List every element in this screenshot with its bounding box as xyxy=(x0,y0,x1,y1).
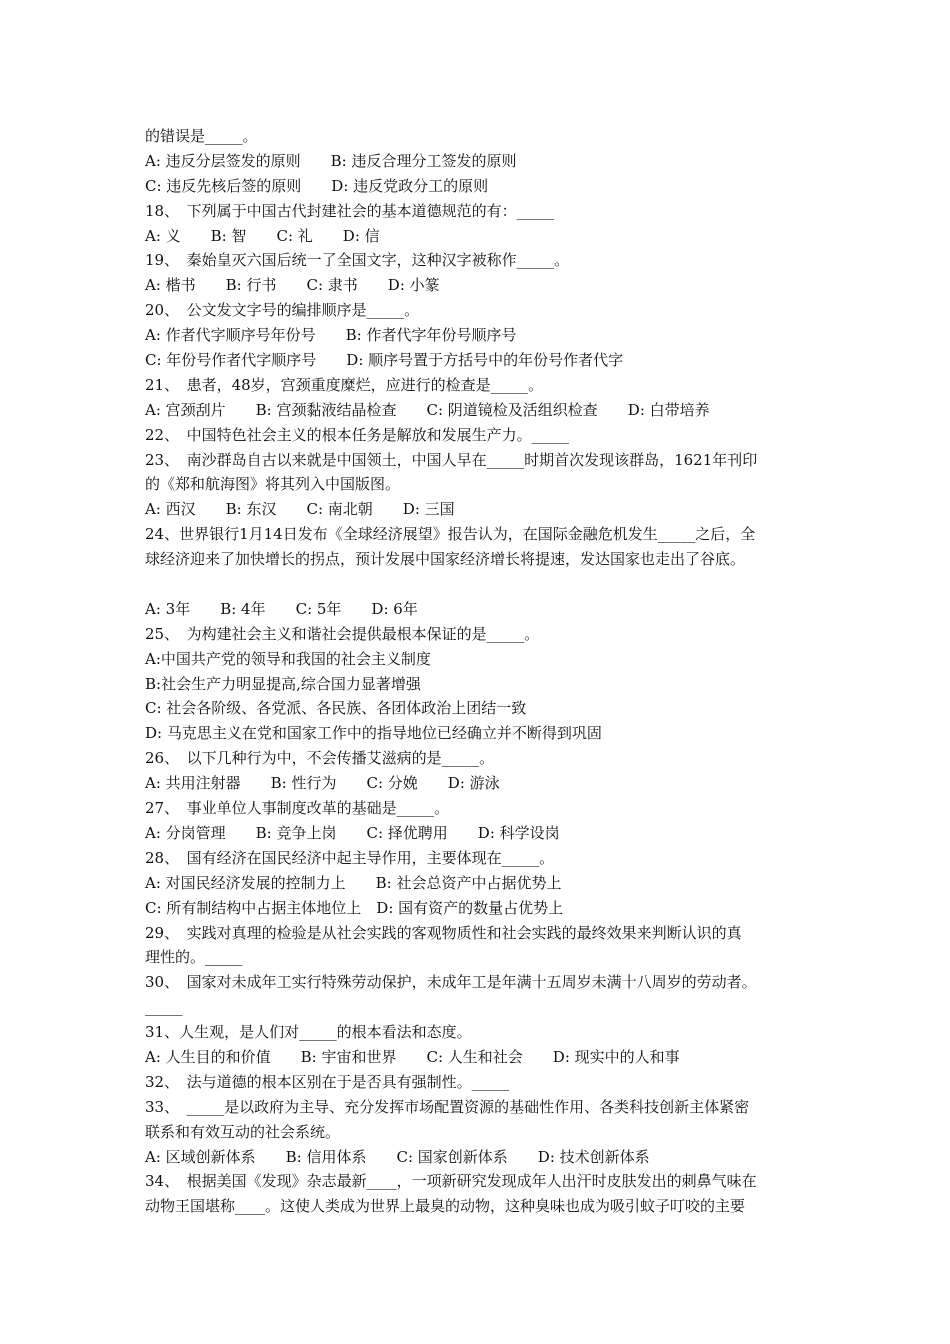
text-line: 28、 国有经济在国民经济中起主导作用，主要体现在_____。 xyxy=(145,848,555,867)
text-line: C: 年份号作者代字顺序号 D: 顺序号置于方括号中的年份号作者代字 xyxy=(145,351,624,370)
text-line: _____ xyxy=(145,998,183,1017)
text-line: 23、 南沙群岛自古以来就是中国领土，中国人早在_____时期首次发现该群岛，1621年刊印 xyxy=(145,450,758,469)
text-line: B:社会生产力明显提高,综合国力显著增强 xyxy=(145,674,421,693)
text-line: A: 西汉 B: 东汉 C: 南北朝 D: 三国 xyxy=(145,500,455,519)
text-line: A: 楷书 B: 行书 C: 隶书 D: 小篆 xyxy=(145,276,440,295)
text-line: A: 区域创新体系 B: 信用体系 C: 国家创新体系 D: 技术创新体系 xyxy=(145,1147,650,1166)
text-line: 动物王国堪称____。这使人类成为世界上最臭的动物，这种臭味也成为吸引蚊子叮咬的主要 xyxy=(145,1197,746,1216)
text-line: 20、 公文发文字号的编排顺序是_____。 xyxy=(145,301,420,320)
text-line: A: 义 B: 智 C: 礼 D: 信 xyxy=(145,226,380,245)
text-line: A: 违反分层签发的原则 B: 违反合理分工签发的原则 xyxy=(145,151,517,170)
text-line: 34、 根据美国《发现》杂志最新____，一项新研究发现成年人出汗时皮肤发出的刺鼻气味在 xyxy=(145,1172,757,1191)
text-line: 18、 下列属于中国古代封建社会的基本道德规范的有：_____ xyxy=(145,201,555,220)
text-line: C: 违反先核后签的原则 D: 违反党政分工的原则 xyxy=(145,176,489,195)
text-line: A:中国共产党的领导和我国的社会主义制度 xyxy=(145,649,431,668)
text-line: 的错误是_____。 xyxy=(145,127,258,145)
text-line: 26、 以下几种行为中，不会传播艾滋病的是_____。 xyxy=(145,749,495,768)
text-line: A: 宫颈刮片 B: 宫颈黏液结晶检查 C: 阴道镜检及活组织检查 D: 白带培养 xyxy=(145,400,710,419)
text-line: A: 分岗管理 B: 竞争上岗 C: 择优聘用 D: 科学设岗 xyxy=(145,823,560,842)
text-line xyxy=(145,572,813,597)
text-line: 19、 秦始皇灭六国后统一了全国文字，这种汉字被称作_____。 xyxy=(145,251,570,270)
text-line: D: 马克思主义在党和国家工作中的指导地位已经确立并不断得到巩固 xyxy=(145,724,602,743)
text-line: C: 社会各阶级、各党派、各民族、各团体政治上团结一致 xyxy=(145,699,527,718)
text-line: 24、世界银行1月14日发布《全球经济展望》报告认为，在国际金融危机发生_____之后，全 xyxy=(145,525,756,544)
text-line: 27、 事业单位人事制度改革的基础是_____。 xyxy=(145,799,450,818)
text-line: 22、 中国特色社会主义的根本任务是解放和发展生产力。_____ xyxy=(145,425,570,444)
text-line: 30、 国家对未成年工实行特殊劳动保护，未成年工是年满十五周岁未满十八周岁的劳动者。 xyxy=(145,973,757,992)
text-line: A: 人生目的和价值 B: 宇宙和世界 C: 人生和社会 D: 现实中的人和事 xyxy=(145,1047,680,1066)
text-line: 32、 法与道德的根本区别在于是否具有强制性。_____ xyxy=(145,1072,510,1091)
text-line: 的《郑和航海图》将其列入中国版图。 xyxy=(145,475,401,494)
text-line: A: 3年 B: 4年 C: 5年 D: 6年 xyxy=(145,599,418,618)
text-line: C: 所有制结构中占据主体地位上 D: 国有资产的数量占优势上 xyxy=(145,898,564,917)
text-line: 球经济迎来了加快增长的拐点，预计发展中国家经济增长将提速，发达国家也走出了谷底。 xyxy=(145,550,746,569)
text-line: A: 作者代字顺序号年份号 B: 作者代字年份号顺序号 xyxy=(145,326,517,345)
document-body xyxy=(145,124,813,1219)
text-line: A: 对国民经济发展的控制力上 B: 社会总资产中占据优势上 xyxy=(145,873,562,892)
text-line: 21、 患者，48岁，宫颈重度糜烂，应进行的检查是_____。 xyxy=(145,375,544,394)
text-line: 29、 实践对真理的检验是从社会实践的客观物质性和社会实践的最终效果来判断认识的真 xyxy=(145,923,742,942)
text-line: 33、 _____是以政府为主导、充分发挥市场配置资源的基础性作用、各类科技创新主体紧密 xyxy=(145,1097,750,1116)
text-line: A: 共用注射器 B: 性行为 C: 分娩 D: 游泳 xyxy=(145,774,500,793)
text-line: 联系和有效互动的社会系统。 xyxy=(145,1122,341,1141)
text-line: 25、 为构建社会主义和谐社会提供最根本保证的是_____。 xyxy=(145,624,540,643)
text-line: 理性的。_____ xyxy=(145,948,243,967)
text-line: 31、人生观，是人们对_____的根本看法和态度。 xyxy=(145,1023,472,1042)
